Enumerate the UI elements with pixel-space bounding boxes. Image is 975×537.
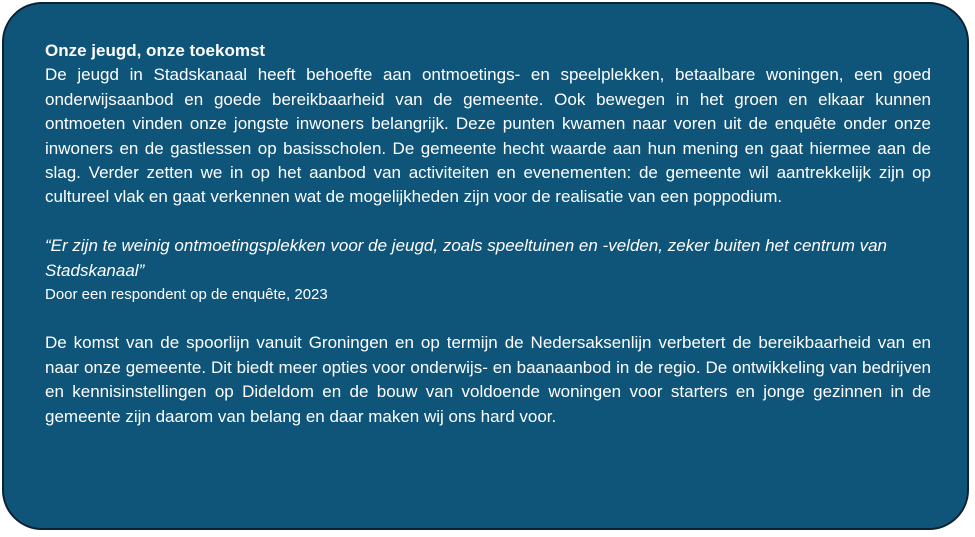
spacer [45,210,931,234]
info-box [2,2,969,530]
respondent-quote: “Er zijn te weinig ontmoetingsplekken voor de jeugd, zoals speeltuinen en -velden, zeker buiten het centrum van Stadskanaal” [45,236,887,280]
info-box-content [45,39,931,429]
closing-paragraph: De komst van de spoorlijn vanuit Groningen en op termijn de Nedersaksenlijn verbetert de bereikbaarheid van en naar onze gemeente. Dit biedt meer opties voor onderwijs- en baanaanbod in de regio. De ontwikkeling van bedrijven en kennisinstellingen op Dideldom en de bouw van voldoende woningen voor starters en jonge gezinnen in de gemeente zijn daarom van belang en daar maken wij ons hard voor. [45,333,931,426]
spacer [45,307,931,331]
box-title: Onze jeugd, onze toekomst [45,41,266,60]
intro-paragraph: De jeugd in Stadskanaal heeft behoefte aan ontmoetings- en speelplekken, betaalbare woningen, een goed onderwijsaanbod en goede bereikbaarheid van de gemeente. Ook bewegen in het groen en elkaar kunnen ontmoeten vinden onze jongste inwoners belangrijk. Deze punten kwamen naar voren uit de enquête onder onze inwoners en de gastlessen op basisscholen. De gemeente hecht waarde aan hun mening en gaat hiermee aan de slag. Verder zetten we in op het aanbod van activiteiten en evenementen: de gemeente wil aantrekkelijk zijn op cultureel vlak en gaat verkennen wat de mogelijkheden zijn voor de realisatie van een poppodium. [45,65,931,207]
quote-attribution: Door een respondent op de enquête, 2023 [45,286,328,304]
